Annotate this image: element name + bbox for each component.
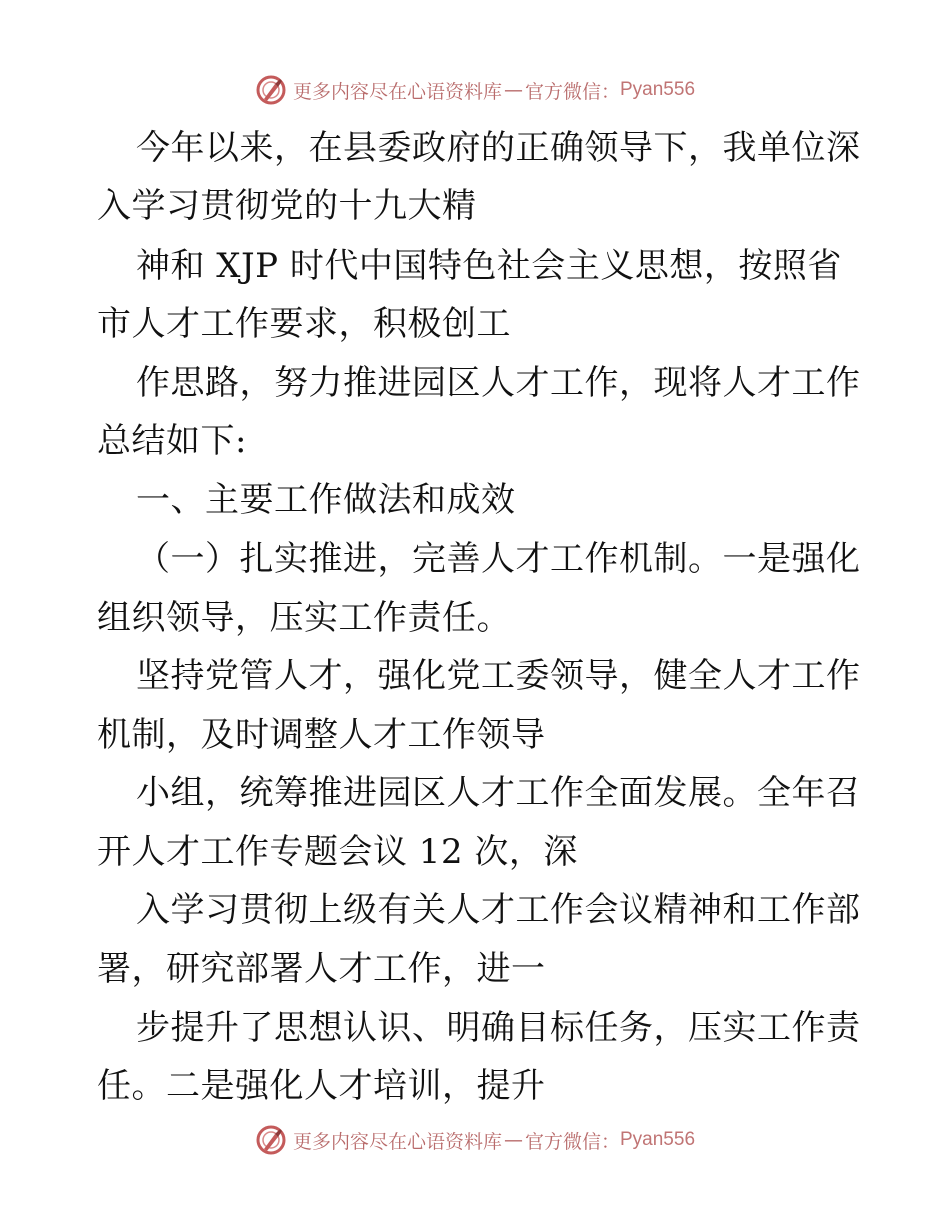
banner-wechat-id: Pyan556 [620, 1129, 696, 1150]
banner-wechat-label: 官方微信： [524, 80, 620, 103]
document-body [0, 118, 950, 1108]
text-line-11: 机制，及时调整人才工作领导 [97, 715, 546, 755]
text-line-14: 入学习贯彻上级有关人才工作会议精神和工作部 [136, 890, 861, 930]
text-line-17: 任。二是强化人才培训，提升 [97, 1066, 546, 1106]
text-line-12: 小组，统筹推进园区人才工作全面发展。全年召 [136, 773, 861, 813]
text-line-2: 入学习贯彻党的十九大精 [97, 186, 477, 226]
text-line-10: 坚持党管人才，强化党工委领导，健全人才工作 [136, 656, 861, 696]
text-line-13: 开人才工作专题会议 12 次，深 [97, 832, 578, 872]
text-line-16: 步提升了思想认识、明确目标任务，压实工作责 [136, 1008, 861, 1048]
header-watermark-banner [0, 70, 950, 110]
pen-nib-logo-icon [255, 74, 287, 106]
banner-text: 更多内容尽在心语资料库 [292, 80, 502, 103]
banner-wechat-label: 官方微信： [524, 1130, 620, 1153]
text-line-15: 署，研究部署人才工作，进一 [97, 949, 546, 989]
footer-watermark-banner [0, 1120, 950, 1160]
banner-wechat-id: Pyan556 [620, 79, 696, 100]
banner-separator: — [503, 79, 523, 101]
pen-nib-logo-icon [255, 1124, 287, 1156]
text-line-1: 今年以来，在县委政府的正确领导下，我单位深 [136, 128, 861, 168]
text-line-5: 作思路，努力推进园区人才工作，现将人才工作 [136, 363, 861, 403]
section-heading: 一、主要工作做法和成效 [136, 480, 516, 520]
banner-text: 更多内容尽在心语资料库 [292, 1130, 502, 1153]
subsection-heading: （一）扎实推进，完善人才工作机制。一是强化 [136, 539, 861, 579]
text-line-6: 总结如下: [97, 421, 247, 461]
banner-separator: — [503, 1129, 523, 1151]
text-line-9: 组织领导，压实工作责任。 [97, 598, 511, 638]
text-line-3: 神和 XJP 时代中国特色社会主义思想，按照省 [136, 246, 842, 286]
text-line-4: 市人才工作要求，积极创工 [97, 304, 511, 344]
